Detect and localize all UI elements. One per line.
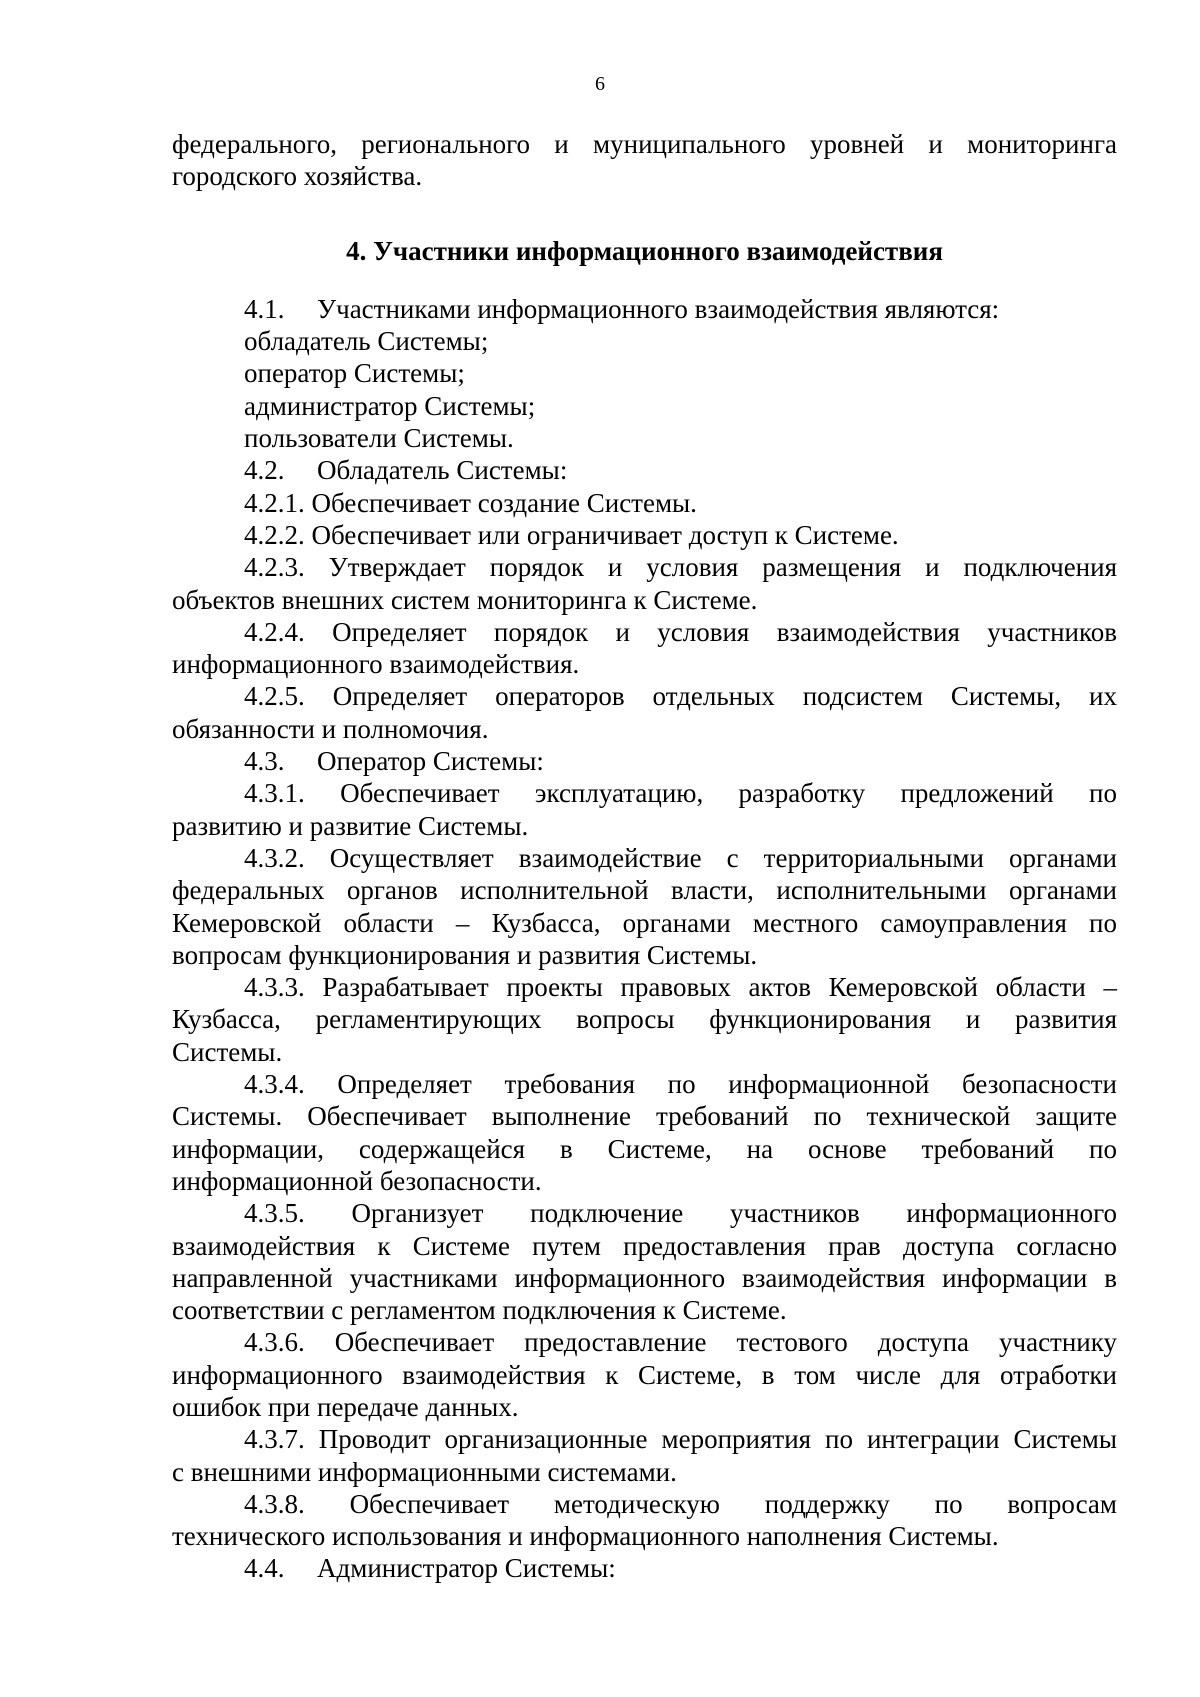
clause-text: Обладатель Системы: xyxy=(317,455,568,486)
clause-text: Оператор Системы: xyxy=(317,746,544,777)
clause-4-3-1-line-2: развитию и развитие Системы. xyxy=(172,810,529,841)
clause-number: 4.1. xyxy=(244,293,285,324)
list-item: администратор Системы; xyxy=(244,390,536,421)
clause-4-3-1-line-1: 4.3.1. Обеспечивает эксплуатацию, разработку предложений по xyxy=(244,778,1117,809)
clause-4-3-4-line-1: 4.3.4. Определяет требования по информационной безопасности xyxy=(244,1069,1117,1100)
list-item: пользователи Системы. xyxy=(244,423,514,454)
list-item: оператор Системы; xyxy=(244,358,465,389)
clause-4-3-4-line-4: информационной безопасности. xyxy=(172,1165,542,1196)
clause-4-4 xyxy=(172,1552,1117,1584)
intro-line-1: федерального, регионального и муниципального уровней и мониторинга xyxy=(172,129,1117,159)
clause-4-3-3-line-2: Кузбасса, регламентирующих вопросы функционирования и развития xyxy=(172,1004,1117,1035)
clause-4-3-3-line-3: Системы. xyxy=(172,1036,283,1067)
clause-4-3-6-line-3: ошибок при передаче данных. xyxy=(172,1391,519,1422)
clause-4-3-5-line-2: взаимодействия к Системе путем предоставления прав доступа согласно xyxy=(172,1230,1117,1261)
clause-4-3-2-line-1: 4.3.2. Осуществляет взаимодействие с территориальными органами xyxy=(244,842,1117,873)
clause-4-3-7-line-2: с внешними информационными системами. xyxy=(172,1456,677,1487)
document-body xyxy=(172,128,1117,1585)
page-number: 6 xyxy=(595,73,605,95)
clause-text: Администратор Системы: xyxy=(317,1553,616,1584)
clause-4-3-6-line-2: информационного взаимодействия к Системе, в том числе для отработки xyxy=(172,1359,1117,1390)
clause-4-2-1: 4.2.1. Обеспечивает создание Системы. xyxy=(244,487,697,518)
clause-number: 4.3. xyxy=(244,746,285,777)
intro-line-2: городского хозяйства. xyxy=(172,161,423,192)
clause-4-2 xyxy=(172,454,1117,486)
clause-4-3-4-line-3: информации, содержащейся в Системе, на основе требований по xyxy=(172,1133,1117,1164)
clause-4-3-2-line-4: вопросам функционирования и развития Системы. xyxy=(172,939,758,970)
clause-4-3 xyxy=(172,745,1117,777)
list-item: обладатель Системы; xyxy=(244,326,489,357)
clause-4-3-5-line-1: 4.3.5. Организует подключение участников информационного xyxy=(244,1198,1117,1229)
clause-4-3-7-line-1: 4.3.7. Проводит организационные мероприятия по интеграции Системы xyxy=(244,1424,1117,1455)
clause-text: Участниками информационного взаимодействия являются: xyxy=(317,293,1000,324)
clause-4-2-5-line-2: обязанности и полномочия. xyxy=(172,713,489,744)
clause-4-3-5-line-4: соответствии с регламентом подключения к Системе. xyxy=(172,1295,787,1326)
clause-4-2-2: 4.2.2. Обеспечивает или ограничивает доступ к Системе. xyxy=(244,519,899,550)
clause-4-3-8-line-1: 4.3.8. Обеспечивает методическую поддержку по вопросам xyxy=(244,1488,1117,1519)
clause-number: 4.4. xyxy=(244,1553,285,1584)
clause-number: 4.2. xyxy=(244,455,285,486)
clause-4-3-4-line-2: Системы. Обеспечивает выполнение требований по технической защите xyxy=(172,1101,1117,1132)
clause-4-3-3-line-1: 4.3.3. Разрабатывает проекты правовых актов Кемеровской области – xyxy=(244,972,1117,1003)
clause-4-3-2-line-3: Кемеровской области – Кузбасса, органами местного самоуправления по xyxy=(172,907,1117,938)
clause-4-3-5-line-3: направленной участниками информационного взаимодействия информации в xyxy=(172,1262,1117,1293)
clause-4-2-5-line-1: 4.2.5. Определяет операторов отдельных подсистем Системы, их xyxy=(244,681,1117,712)
clause-4-2-4-line-1: 4.2.4. Определяет порядок и условия взаимодействия участников xyxy=(244,616,1117,647)
clause-4-2-3-line-1: 4.2.3. Утверждает порядок и условия размещения и подключения xyxy=(244,552,1117,583)
clause-4-3-2-line-2: федеральных органов исполнительной власти, исполнительными органами xyxy=(172,875,1117,906)
clause-4-2-4-line-2: информационного взаимодействия. xyxy=(172,649,580,680)
clause-4-3-8-line-2: технического использования и информационного наполнения Системы. xyxy=(172,1521,999,1552)
section-heading: 4. Участники информационного взаимодействия xyxy=(346,235,943,266)
clause-4-2-3-line-2: объектов внешних систем мониторинга к Системе. xyxy=(172,584,758,615)
clause-4-1 xyxy=(172,293,1117,325)
clause-4-3-6-line-1: 4.3.6. Обеспечивает предоставление тестового доступа участнику xyxy=(244,1327,1117,1358)
